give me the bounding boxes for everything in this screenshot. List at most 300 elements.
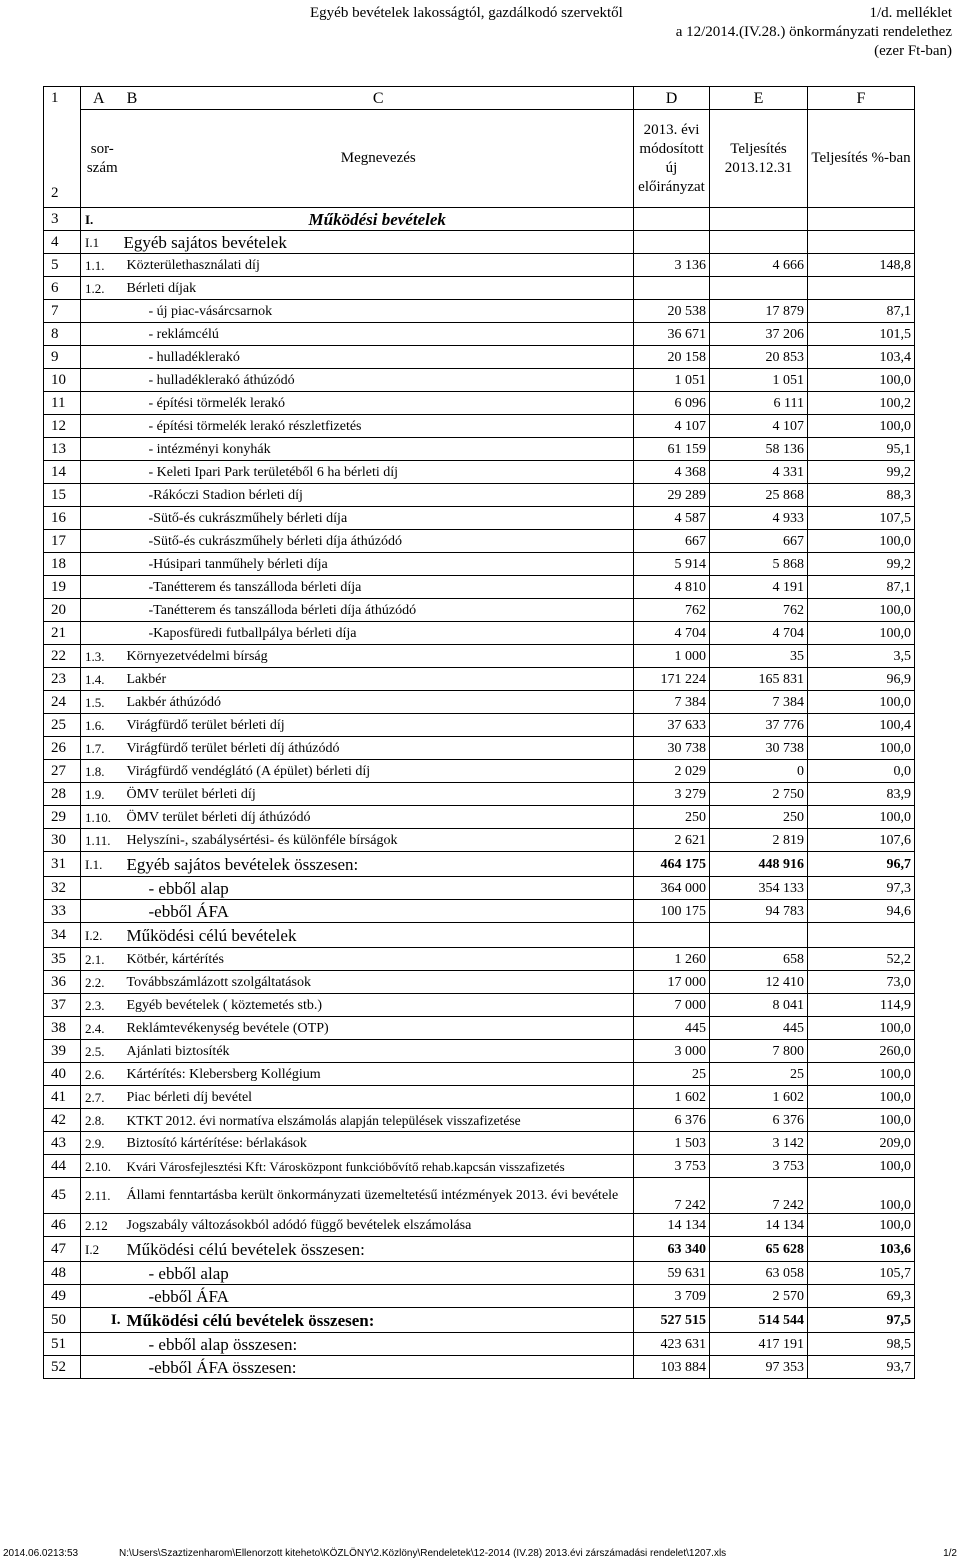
item-name: Egyéb sajátos bevételek [124,231,634,254]
table-row [44,1356,915,1379]
percent-value: 69,3 [808,1285,915,1308]
item-code [81,530,124,553]
percent-value: 103,4 [808,346,915,369]
percent-value: 94,6 [808,900,915,923]
table-row [44,300,915,323]
planned-value: 6 096 [634,392,710,415]
row-number: 1 [44,87,81,110]
percent-value: 88,3 [808,484,915,507]
actual-value: 35 [710,645,808,668]
actual-value: 4 331 [710,461,808,484]
table-row [44,507,915,530]
actual-value: 17 879 [710,300,808,323]
actual-value: 30 738 [710,737,808,760]
table-row [44,645,915,668]
item-name: Működési célú bevételek összesen: [124,1237,634,1262]
percent-value: 100,0 [808,369,915,392]
planned-value: 464 175 [634,852,710,877]
table-row [44,1063,915,1086]
item-name: Kártérítés: Klebersberg Kollégium [124,1063,634,1086]
percent-value [808,231,915,254]
item-code [81,1333,124,1356]
row-number: 28 [44,783,81,806]
item-name: -Húsipari tanműhely bérleti díja [124,553,634,576]
actual-value: 3 753 [710,1155,808,1178]
planned-value: 4 368 [634,461,710,484]
row-number: 41 [44,1086,81,1109]
actual-value: 25 868 [710,484,808,507]
row-number: 32 [44,877,81,900]
percent-value: 114,9 [808,994,915,1017]
planned-value: 7 384 [634,691,710,714]
column-header-row [44,110,915,208]
table-row [44,323,915,346]
actual-value: 6 111 [710,392,808,415]
document-title: Egyéb bevételek lakosságtól, gazdálkodó szervektől [310,5,623,21]
percent-value: 95,1 [808,438,915,461]
percent-value: 100,0 [808,1178,915,1214]
row-number: 26 [44,737,81,760]
footer-path: N:\Users\Szaztizenharom\Ellenorzott kiteheto\KÖZLÖNY\2.Közlöny\Rendeletek\12-2014 (IV.28) 2013.évi zárszámadási rendelet\1207.xls [119,1548,727,1559]
item-code [81,507,124,530]
row-number: 47 [44,1237,81,1262]
item-name: Lakbér áthúzódó [124,691,634,714]
planned-value: 4 587 [634,507,710,530]
table-row [44,392,915,415]
planned-value: 250 [634,806,710,829]
planned-value: 6 376 [634,1109,710,1132]
item-code: 2.3. [81,994,124,1017]
item-code [81,392,124,415]
decree-reference: a 12/2014.(IV.28.) önkormányzati rendelethez [675,24,952,40]
percent-value: 105,7 [808,1262,915,1285]
actual-value: 658 [710,948,808,971]
row-number: 50 [44,1308,81,1333]
item-code: 1.5. [81,691,124,714]
row-number: 29 [44,806,81,829]
row-number: 51 [44,1333,81,1356]
row-number: 24 [44,691,81,714]
row-number: 43 [44,1132,81,1155]
planned-value: 4 810 [634,576,710,599]
planned-value: 423 631 [634,1333,710,1356]
item-name: Állami fenntartásba került önkormányzati üzemeltetésű intézmények 2013. évi bevétele [124,1178,634,1214]
table-row [44,1132,915,1155]
percent-value: 87,1 [808,576,915,599]
item-name: Kvári Városfejlesztési Kft: Városközpont funkcióbővítő rehab.kapcsán visszafizetés [124,1155,634,1178]
column-letter-c: C [124,87,634,110]
planned-value: 20 158 [634,346,710,369]
table-row [44,622,915,645]
item-code: 2.5. [81,1040,124,1063]
item-name: Egyéb bevételek ( köztemetés stb.) [124,994,634,1017]
row-number: 19 [44,576,81,599]
item-name: -ebből ÁFA [124,900,634,923]
table-row [44,530,915,553]
item-code: 1.1. [81,254,124,277]
percent-value [808,208,915,231]
column-letter-f: F [808,87,915,110]
table-row [44,760,915,783]
actual-value: 25 [710,1063,808,1086]
row-number: 6 [44,277,81,300]
row-number: 48 [44,1262,81,1285]
actual-value: 514 544 [710,1308,808,1333]
actual-value: 2 750 [710,783,808,806]
actual-value: 2 570 [710,1285,808,1308]
actual-value: 4 107 [710,415,808,438]
row-number: 9 [44,346,81,369]
item-code [81,369,124,392]
table-row [44,1040,915,1063]
percent-value: 100,0 [808,1063,915,1086]
item-name: Virágfürdő vendéglátó (A épület) bérleti díj [124,760,634,783]
row-number: 8 [44,323,81,346]
row-number: 42 [44,1109,81,1132]
planned-value: 1 000 [634,645,710,668]
row-number: 4 [44,231,81,254]
percent-value: 87,1 [808,300,915,323]
item-code: 2.6. [81,1063,124,1086]
actual-value: 65 628 [710,1237,808,1262]
table-row [44,1086,915,1109]
actual-value: 7 800 [710,1040,808,1063]
actual-value: 2 819 [710,829,808,852]
table-row [44,231,915,254]
actual-value: 1 602 [710,1086,808,1109]
row-number: 39 [44,1040,81,1063]
actual-value: 58 136 [710,438,808,461]
table-row [44,971,915,994]
row-number: 38 [44,1017,81,1040]
planned-header: 2013. évi módosított új előirányzat [634,110,710,208]
row-number: 44 [44,1155,81,1178]
row-number: 30 [44,829,81,852]
item-code: 1.2. [81,277,124,300]
item-name: Virágfürdő terület bérleti díj áthúzódó [124,737,634,760]
percent-value: 100,0 [808,1017,915,1040]
planned-value: 1 503 [634,1132,710,1155]
item-name: Bérleti díjak [124,277,634,300]
item-code: 2.10. [81,1155,124,1178]
item-code: 1.11. [81,829,124,852]
item-code [81,323,124,346]
actual-header: Teljesítés 2013.12.31 [710,110,808,208]
table-row [44,1333,915,1356]
planned-value: 29 289 [634,484,710,507]
table-row [44,948,915,971]
percent-value: 103,6 [808,1237,915,1262]
planned-value [634,208,710,231]
actual-value: 417 191 [710,1333,808,1356]
row-number: 23 [44,668,81,691]
item-code [81,346,124,369]
item-code [81,1285,124,1308]
item-name: Környezetvédelmi bírság [124,645,634,668]
item-name: - új piac-vásárcsarnok [124,300,634,323]
planned-value: 25 [634,1063,710,1086]
item-code [81,576,124,599]
percent-value: 52,2 [808,948,915,971]
revenue-table [43,86,915,1379]
percent-value: 100,2 [808,392,915,415]
percent-value: 99,2 [808,461,915,484]
item-name: Kötbér, kártérítés [124,948,634,971]
planned-value: 30 738 [634,737,710,760]
column-letter-row [44,87,915,110]
actual-value [710,231,808,254]
actual-value: 63 058 [710,1262,808,1285]
item-name: Működési célú bevételek [124,923,634,948]
column-letter-a: A [93,89,105,107]
percent-value: 100,0 [808,1086,915,1109]
item-name: Helyszíni-, szabálysértési- és különféle bírságok [124,829,634,852]
actual-value: 354 133 [710,877,808,900]
row-number: 10 [44,369,81,392]
item-code [81,484,124,507]
item-name: Közterülethasználati díj [124,254,634,277]
item-code: 2.7. [81,1086,124,1109]
planned-value: 5 914 [634,553,710,576]
table-row [44,737,915,760]
item-code: 2.11. [81,1178,124,1214]
row-number: 5 [44,254,81,277]
row-number: 37 [44,994,81,1017]
percent-value: 3,5 [808,645,915,668]
item-code: 2.4. [81,1017,124,1040]
actual-value: 1 051 [710,369,808,392]
row-number: 52 [44,1356,81,1379]
item-name: -ebből ÁFA [124,1285,634,1308]
item-name: -ebből ÁFA összesen: [124,1356,634,1379]
item-code [81,1262,124,1285]
item-code: 2.12 [81,1214,124,1237]
planned-value: 2 621 [634,829,710,852]
table-row [44,1237,915,1262]
item-code: I. [81,208,124,231]
item-name: Működési bevételek [124,208,634,231]
planned-value: 7 242 [634,1178,710,1214]
item-name: Reklámtevékenység bevétele (OTP) [124,1017,634,1040]
table-row [44,1262,915,1285]
item-name: - intézményi konyhák [124,438,634,461]
item-code: 2.2. [81,971,124,994]
item-name: Jogszabály változásokból adódó függő bevételek elszámolása [124,1214,634,1237]
percent-value: 99,2 [808,553,915,576]
table-row [44,900,915,923]
percent-value [808,277,915,300]
table-body [44,208,915,1379]
item-name: - építési törmelék lerakó részletfizetés [124,415,634,438]
row-number: 22 [44,645,81,668]
item-code: 1.10. [81,806,124,829]
planned-value: 1 051 [634,369,710,392]
table-row [44,1214,915,1237]
table-row [44,438,915,461]
planned-value: 100 175 [634,900,710,923]
percent-value: 98,5 [808,1333,915,1356]
actual-value: 97 353 [710,1356,808,1379]
item-code: 2.8. [81,1109,124,1132]
table-row [44,783,915,806]
item-name: -Sütő-és cukrászműhely bérleti díja [124,507,634,530]
actual-value: 445 [710,1017,808,1040]
percent-value: 100,0 [808,1214,915,1237]
item-name: - építési törmelék lerakó [124,392,634,415]
row-number: 13 [44,438,81,461]
item-name: Működési célú bevételek összesen: [124,1308,634,1333]
planned-value [634,923,710,948]
row-number: 14 [44,461,81,484]
percent-value: 100,4 [808,714,915,737]
percent-value: 101,5 [808,323,915,346]
item-name: - hulladéklerakó áthúzódó [124,369,634,392]
actual-value: 3 142 [710,1132,808,1155]
percent-value: 96,9 [808,668,915,691]
actual-value: 94 783 [710,900,808,923]
actual-value: 4 704 [710,622,808,645]
row-number: 17 [44,530,81,553]
table-row [44,1155,915,1178]
row-number: 33 [44,900,81,923]
row-number: 21 [44,622,81,645]
item-name: -Rákóczi Stadion bérleti díj [124,484,634,507]
table-row [44,877,915,900]
planned-value: 3 753 [634,1155,710,1178]
item-code [81,438,124,461]
planned-value: 103 884 [634,1356,710,1379]
percent-value: 0,0 [808,760,915,783]
item-code: 1.7. [81,737,124,760]
item-name: - ebből alap [124,1262,634,1285]
item-name: - reklámcélú [124,323,634,346]
planned-value: 37 633 [634,714,710,737]
row-number: 46 [44,1214,81,1237]
row-number: 40 [44,1063,81,1086]
table-row [44,599,915,622]
item-name: Biztosító kártérítése: bérlakások [124,1132,634,1155]
actual-value: 12 410 [710,971,808,994]
column-letter-e: E [710,87,808,110]
row-number: 12 [44,415,81,438]
item-name: Továbbszámlázott szolgáltatások [124,971,634,994]
planned-value: 3 279 [634,783,710,806]
percent-value: 100,0 [808,415,915,438]
table-row [44,668,915,691]
table-row [44,1308,915,1333]
percent-value [808,923,915,948]
item-code: 2.9. [81,1132,124,1155]
planned-value: 2 029 [634,760,710,783]
row-number: 20 [44,599,81,622]
item-code: 1.4. [81,668,124,691]
percent-value: 100,0 [808,599,915,622]
actual-value: 250 [710,806,808,829]
planned-value: 59 631 [634,1262,710,1285]
table-row [44,346,915,369]
footer-date: 2014.06.0213:53 [3,1548,79,1559]
table-row [44,994,915,1017]
table-row [44,461,915,484]
item-code [81,300,124,323]
actual-value: 4 933 [710,507,808,530]
item-code: 1.9. [81,783,124,806]
planned-value: 364 000 [634,877,710,900]
percent-value: 100,0 [808,1109,915,1132]
actual-value: 4 191 [710,576,808,599]
planned-value: 667 [634,530,710,553]
annex-label: 1/d. melléklet [869,5,952,21]
percent-value: 83,9 [808,783,915,806]
actual-value [710,277,808,300]
row-number: 36 [44,971,81,994]
actual-value: 20 853 [710,346,808,369]
actual-value: 5 868 [710,553,808,576]
table-row [44,576,915,599]
item-name: ÖMV terület bérleti díj áthúzódó [124,806,634,829]
item-name: - Keleti Ipari Park területéből 6 ha bérleti díj [124,461,634,484]
item-code [81,877,124,900]
item-name: - ebből alap [124,877,634,900]
actual-value: 14 134 [710,1214,808,1237]
item-name: Virágfürdő terület bérleti díj [124,714,634,737]
actual-value [710,208,808,231]
planned-value: 36 671 [634,323,710,346]
table-row [44,806,915,829]
actual-value: 7 384 [710,691,808,714]
footer-page: 1/2 [943,1548,957,1559]
table-row [44,369,915,392]
table-row [44,553,915,576]
percent-value: 100,0 [808,622,915,645]
percent-value: 73,0 [808,971,915,994]
actual-value: 7 242 [710,1178,808,1214]
table-row [44,1109,915,1132]
row-number: 7 [44,300,81,323]
planned-value: 762 [634,599,710,622]
planned-value: 14 134 [634,1214,710,1237]
actual-value: 667 [710,530,808,553]
item-name: -Tanétterem és tanszálloda bérleti díja áthúzódó [124,599,634,622]
megnevezes-header: Megnevezés [124,110,634,208]
row-number: 16 [44,507,81,530]
planned-value: 1 260 [634,948,710,971]
table-row [44,415,915,438]
actual-value: 37 206 [710,323,808,346]
actual-value: 4 666 [710,254,808,277]
item-name: Piac bérleti díj bevétel [124,1086,634,1109]
percent-value: 97,3 [808,877,915,900]
percent-value: 96,7 [808,852,915,877]
planned-value: 3 136 [634,254,710,277]
percent-value: 107,5 [808,507,915,530]
unit-label: (ezer Ft-ban) [874,43,952,59]
sorszam-header: sor-szám [81,110,124,208]
row-number: 31 [44,852,81,877]
row-number: 25 [44,714,81,737]
table-row [44,714,915,737]
item-code: 1.8. [81,760,124,783]
percent-value: 107,6 [808,829,915,852]
actual-value: 0 [710,760,808,783]
item-name: KTKT 2012. évi normatíva elszámolás alapján települések visszafizetése [124,1109,634,1132]
percent-value: 260,0 [808,1040,915,1063]
row-number: 45 [44,1178,81,1214]
item-code: I.2. [81,923,124,948]
planned-value: 63 340 [634,1237,710,1262]
percent-value: 100,0 [808,530,915,553]
item-code: I. [81,1308,124,1333]
